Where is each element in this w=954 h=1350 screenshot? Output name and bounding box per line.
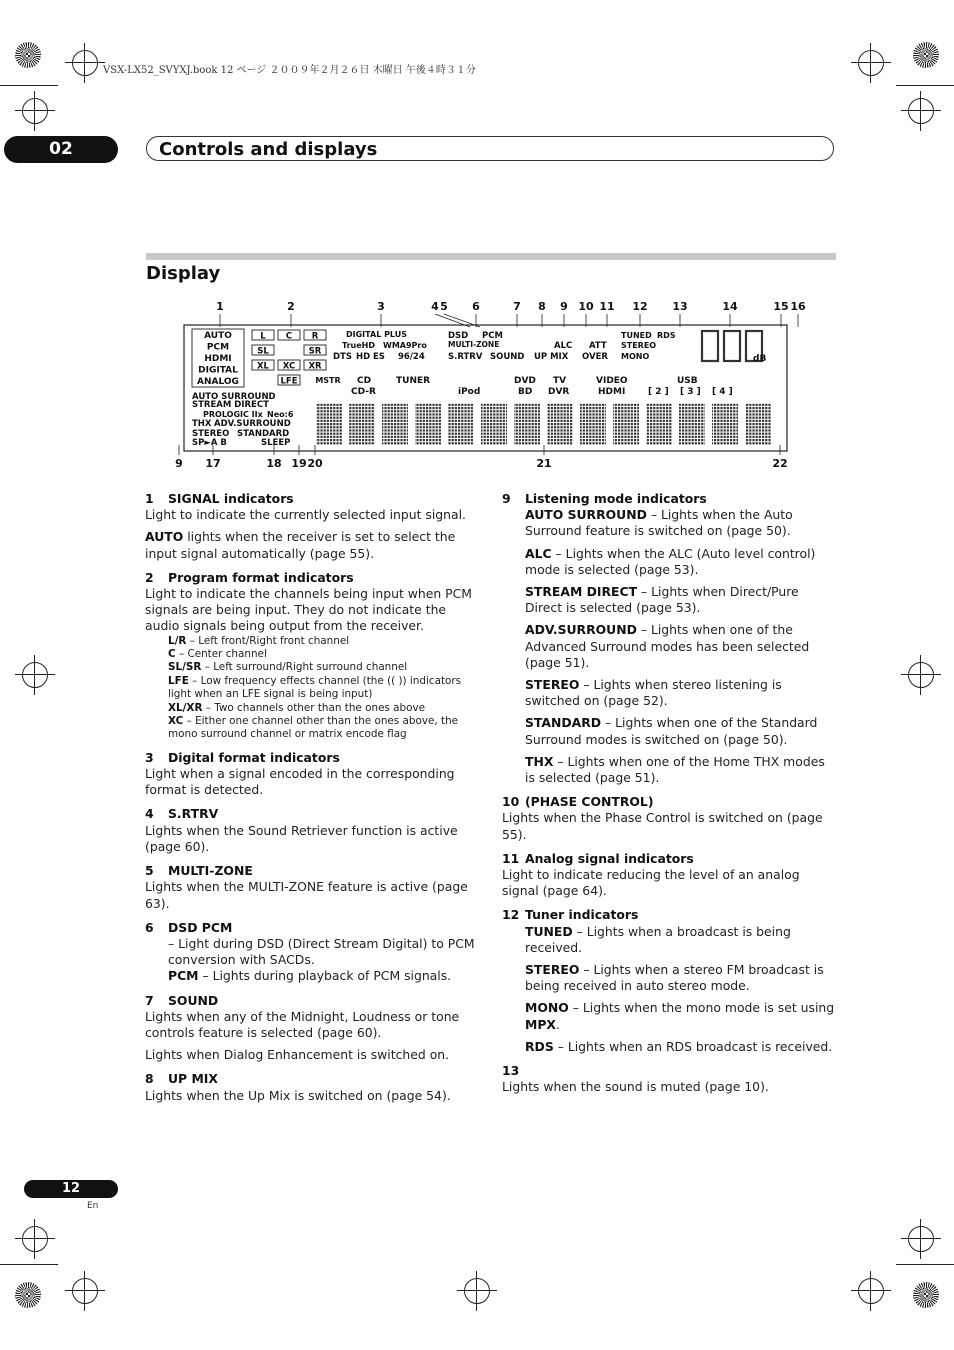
crosshair-mark: [908, 98, 934, 124]
crosshair-mark: [908, 1226, 934, 1252]
item-paragraph: STEREO – Lights when a stereo FM broadcast is being received in auto stereo mode.: [525, 962, 824, 994]
bold-term: TUNED: [525, 923, 573, 939]
section-bar: [146, 253, 836, 260]
display-diagram: [170, 295, 810, 475]
item-number: 9: [502, 491, 511, 506]
item-title: UP MIX: [168, 1071, 218, 1087]
dot-matrix-cell: [745, 403, 771, 445]
registration-dial: [913, 1282, 939, 1308]
dot-matrix-cell: [547, 403, 573, 445]
page-number: 12: [24, 1180, 118, 1198]
item-paragraph: – Light during DSD (Direct Stream Digital) to PCM conversion with SACDs.: [168, 935, 475, 968]
display-label: CD-R: [351, 387, 376, 397]
item-paragraph: Lights when the Sound Retriever function is active (page 60).: [145, 822, 458, 854]
item-title: Digital format indicators: [168, 749, 340, 765]
bold-term: MPX: [525, 1016, 556, 1032]
display-label: HD: [356, 352, 371, 362]
item-heading: [502, 794, 838, 810]
display-label: STEREO: [192, 429, 230, 439]
callout-number: 5: [440, 300, 448, 313]
item-paragraph: MONO – Lights when the mono mode is set using MPX.: [525, 1000, 835, 1032]
item-paragraph: AUTO SURROUND – Lights when the Auto Surround feature is switched on (page 50).: [525, 507, 793, 539]
item-paragraph: TUNED – Lights when a broadcast is being received.: [525, 923, 791, 955]
item-number: 10: [502, 794, 520, 810]
dot-matrix-cell: [679, 403, 705, 445]
crosshair-mark: [22, 662, 48, 688]
item-paragraph: XL/XR – Two channels other than the ones above: [168, 701, 426, 714]
display-label: SOUND: [490, 352, 525, 362]
display-label: STREAM DIRECT: [192, 400, 269, 410]
display-label: TV: [553, 376, 567, 386]
callout-number: 11: [599, 300, 615, 313]
item-number: 2: [145, 569, 154, 585]
callout-number: 21: [536, 457, 552, 470]
dot-matrix-cell: [613, 403, 639, 445]
callout-number: 9: [560, 300, 568, 313]
display-label: AUTO SURROUND: [192, 392, 276, 402]
chapter-title: Controls and displays: [146, 136, 834, 161]
item-heading: [145, 863, 480, 879]
item-heading: [502, 491, 838, 507]
item-paragraph: LFE – Low frequency effects channel (the (( )) indicators light when an LFE signal is being input): [168, 674, 462, 701]
signal-indicator: DIGITAL: [198, 365, 238, 376]
bold-term: L/R: [168, 634, 187, 647]
item-title: SOUND: [168, 992, 219, 1008]
display-label: TUNER: [396, 376, 431, 386]
item-title: Listening mode indicators: [525, 491, 707, 506]
callout-number: 6: [472, 300, 480, 313]
bold-term: AUTO: [145, 529, 184, 545]
display-label: [ 2 ]: [648, 387, 669, 397]
display-label: STANDARD: [237, 429, 290, 439]
display-label: MONO: [621, 352, 650, 361]
display-label: RDS: [657, 331, 676, 340]
display-label: BD: [518, 387, 533, 397]
dot-matrix-cell: [580, 403, 606, 445]
item-paragraph: Light to indicate reducing the level of an analog signal (page 64).: [502, 867, 800, 899]
display-label: dB: [753, 354, 767, 364]
display-label: TrueHD: [342, 341, 375, 350]
item-number: 11: [502, 850, 520, 866]
display-label: ES: [373, 352, 385, 362]
item-number: 8: [145, 1071, 154, 1087]
item-heading: [502, 851, 838, 867]
callout-number: 14: [722, 300, 738, 313]
bold-term: XL/XR: [168, 701, 203, 714]
channel-indicator: R: [311, 331, 319, 342]
item-paragraph: Lights when the Up Mix is switched on (page 54).: [145, 1087, 451, 1103]
callout-number: 9: [175, 457, 183, 470]
bold-term: STEREO: [525, 962, 580, 978]
item-paragraph: STREAM DIRECT – Lights when Direct/Pure Direct is selected (page 53).: [525, 584, 799, 616]
crosshair-mark: [72, 50, 98, 76]
dot-matrix-cell: [514, 403, 540, 445]
item-heading: [145, 570, 480, 586]
callout-number: 18: [266, 457, 282, 470]
crop-mark: [0, 85, 58, 86]
dot-matrix-cell: [415, 403, 441, 445]
display-label: SLEEP: [261, 438, 291, 448]
item-paragraph: STANDARD – Lights when one of the Standard Surround modes is switched on (page 50).: [525, 715, 818, 747]
item-number: 7: [145, 992, 154, 1008]
item-title: S.RTRV: [168, 806, 219, 822]
item-heading: [145, 993, 480, 1009]
seven-segment-digit: [702, 331, 718, 361]
dot-matrix-cell: [712, 403, 738, 445]
display-label: DTS: [333, 352, 352, 362]
item-heading: [145, 491, 480, 507]
display-label: Neo:6: [267, 410, 294, 419]
display-label: USB: [677, 376, 698, 386]
item-title: Program format indicators: [168, 569, 354, 585]
item-paragraph: AUTO lights when the receiver is set to select the input signal automatically (page 55).: [145, 529, 456, 561]
display-label: DIGITAL PLUS: [346, 330, 408, 339]
file-info-line: VSX-LX52_SVYXJ.book 12 ページ ２００９年２月２６日 木曜日 午後４時３１分: [103, 65, 476, 76]
display-label: PCM: [482, 331, 503, 341]
bold-term: ADV.SURROUND: [525, 622, 637, 638]
display-label: VIDEO: [596, 376, 628, 386]
channel-indicator: LFE: [280, 376, 298, 387]
item-title: Tuner indicators: [525, 907, 639, 923]
registration-dial: [913, 42, 939, 68]
signal-indicator: HDMI: [204, 354, 232, 364]
callout-number: 22: [772, 457, 788, 470]
display-label: STEREO: [621, 341, 657, 350]
item-paragraph: Light to indicate the currently selected input signal.: [145, 507, 466, 523]
item-paragraph: RDS – Lights when an RDS broadcast is received.: [525, 1038, 833, 1054]
display-label: DSD: [448, 331, 469, 341]
display-label: ATT: [589, 341, 607, 351]
signal-indicator: ANALOG: [197, 377, 239, 387]
channel-indicator: SR: [308, 346, 322, 357]
display-label: iPod: [458, 387, 481, 397]
item-paragraph: Light when a signal encoded in the corresponding format is detected.: [145, 766, 455, 798]
dot-matrix-cell: [382, 403, 408, 445]
item-paragraph: Light to indicate the channels being input when PCM signals are being input. They do not indicate the audio signals being output from the receiver.: [145, 586, 472, 634]
bold-term: THX: [525, 753, 554, 769]
callout-number: 10: [578, 300, 594, 313]
item-title: Analog signal indicators: [525, 850, 694, 866]
display-label: S.RTRV: [448, 352, 483, 362]
display-label: WMA9Pro: [383, 341, 427, 350]
display-label: THX: [192, 419, 212, 429]
callout-number: 4: [431, 300, 439, 313]
signal-indicator: AUTO: [204, 331, 232, 341]
item-paragraph: SL/SR – Left surround/Right surround channel: [168, 661, 408, 674]
display-label: OVER: [582, 352, 608, 362]
callout-number: 15: [773, 300, 789, 313]
crop-mark: [896, 85, 954, 86]
registration-dial: [15, 42, 41, 68]
item-paragraph: Lights when the sound is muted (page 10).: [502, 1079, 769, 1095]
display-label: PROLOGIC IIx: [203, 410, 263, 419]
channel-indicator: XR: [308, 361, 322, 372]
display-label: SP►A B: [192, 438, 227, 448]
channel-indicator: C: [285, 331, 293, 342]
item-number: 4: [145, 806, 154, 822]
bold-term: AUTO SURROUND: [525, 507, 647, 523]
item-paragraph: L/R – Left front/Right front channel: [168, 634, 350, 647]
item-paragraph: Lights when any of the Midnight, Loudness or tone controls feature is selected (page 60).: [145, 1008, 460, 1040]
display-label: [ 4 ]: [712, 387, 733, 397]
crosshair-mark: [22, 1226, 48, 1252]
item-number: 5: [145, 863, 154, 879]
bold-term: SL/SR: [168, 661, 202, 674]
channel-indicator: L: [260, 331, 266, 342]
item-paragraph: Lights when the MULTI-ZONE feature is active (page 63).: [145, 879, 468, 911]
right-column: [502, 483, 838, 1096]
callout-number: 19: [291, 457, 307, 470]
item-heading: 6 DSD PCM: [145, 919, 233, 935]
display-label: UP MIX: [534, 352, 569, 362]
item-heading: [145, 806, 480, 822]
item-heading: [145, 750, 480, 766]
callout-number: 3: [377, 300, 385, 313]
bold-term: STEREO: [525, 677, 580, 693]
item-paragraph: ADV.SURROUND – Lights when one of the Advanced Surround modes has been selected (page 51).: [525, 622, 810, 670]
bold-term: RDS: [525, 1038, 554, 1054]
dot-matrix-cell: [316, 403, 342, 445]
dot-matrix-cell: [448, 403, 474, 445]
seven-segment-digit: [724, 331, 740, 361]
bold-term: STREAM DIRECT: [525, 584, 638, 600]
display-label: HDMI: [598, 387, 626, 397]
callout-number: 20: [307, 457, 323, 470]
bold-term: XC: [168, 715, 184, 728]
chapter-number: 02: [4, 136, 118, 163]
callout-number: 2: [287, 300, 295, 313]
bold-term: ALC: [525, 545, 552, 561]
bold-term: LFE: [168, 674, 189, 687]
crosshair-mark: [464, 1278, 490, 1304]
display-label: DVD: [514, 376, 536, 386]
item-paragraph: Lights when Dialog Enhancement is switched on.: [145, 1047, 450, 1063]
item-number: 12: [502, 907, 520, 923]
channel-indicator: XC: [282, 361, 296, 372]
item-title: SIGNAL indicators: [168, 491, 294, 506]
callout-number: 17: [205, 457, 221, 470]
display-label: 96/24: [398, 352, 425, 362]
display-label: TUNED: [621, 331, 652, 340]
callout-number: 8: [538, 300, 546, 313]
item-paragraph: ALC – Lights when the ALC (Auto level control) mode is selected (page 53).: [525, 545, 816, 577]
registration-dial: [15, 1282, 41, 1308]
bold-term: C: [168, 648, 176, 661]
bold-term: STANDARD: [525, 715, 602, 731]
callout-number: 1: [216, 300, 224, 313]
item-paragraph: C – Center channel: [168, 648, 267, 661]
dot-matrix-cell: [349, 403, 375, 445]
display-label: ALC: [554, 341, 573, 351]
dot-matrix-cell: [646, 403, 672, 445]
callout-number: 12: [632, 300, 648, 313]
item-paragraph: Lights when the Phase Control is switched on (page 55).: [502, 810, 823, 842]
crop-mark: [0, 1264, 58, 1265]
signal-indicator: PCM: [206, 342, 230, 353]
item-paragraph: THX – Lights when one of the Home THX modes is selected (page 51).: [525, 753, 825, 786]
item-paragraph: XC – Either one channel other than the ones above, the mono surround channel or matrix encode flag: [168, 715, 459, 741]
item-heading: [502, 907, 838, 923]
language-label: En: [87, 1201, 99, 1211]
callout-number: 13: [672, 300, 688, 313]
display-label: DVR: [548, 387, 570, 397]
crosshair-mark: [72, 1278, 98, 1304]
dot-matrix-cell: [481, 403, 507, 445]
display-label: CD: [357, 376, 372, 386]
left-column: [145, 483, 480, 1104]
crosshair-mark: [908, 662, 934, 688]
callout-number: 7: [513, 300, 521, 313]
display-label: MULTI-ZONE: [448, 340, 500, 349]
item-number: 1: [145, 491, 154, 506]
section-title: Display: [146, 263, 221, 284]
crosshair-mark: [858, 50, 884, 76]
channel-indicator: XL: [257, 361, 269, 372]
mstr-indicator: MSTR: [315, 376, 341, 385]
display-label: [ 3 ]: [680, 387, 701, 397]
crosshair-mark: [22, 98, 48, 124]
display-label: ADV.SURROUND: [214, 419, 291, 429]
channel-indicator: SL: [257, 346, 269, 357]
item-heading: [502, 1063, 838, 1079]
item-number: 13: [502, 1063, 520, 1079]
item-title: MULTI-ZONE: [168, 863, 253, 879]
item-number: 3: [145, 749, 154, 765]
crop-mark: [896, 1264, 954, 1265]
bold-term: MONO: [525, 1000, 569, 1016]
item-paragraph: PCM – Lights during playback of PCM signals.: [168, 968, 452, 984]
item-title: (PHASE CONTROL): [525, 794, 654, 810]
callout-number: 16: [790, 300, 806, 313]
crosshair-mark: [858, 1278, 884, 1304]
item-heading: [145, 1071, 480, 1087]
item-paragraph: STEREO – Lights when stereo listening is switched on (page 52).: [525, 677, 782, 709]
